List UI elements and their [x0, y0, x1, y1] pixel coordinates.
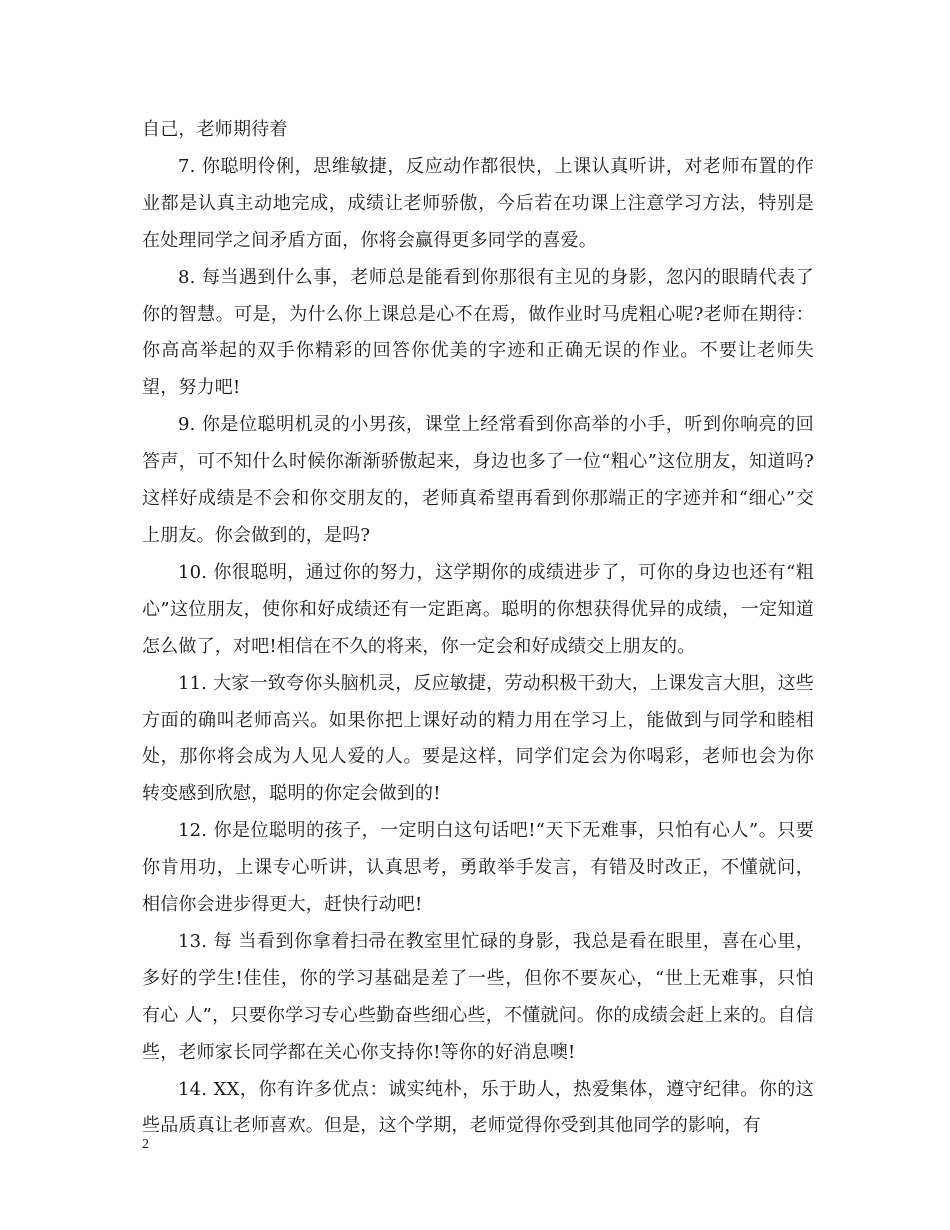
paragraph-item-8: 8. 每当遇到什么事，老师总是能看到你那很有主见的身影，忽闪的眼睛代表了你的智慧。可是，为什么你上课总是心不在焉，做作业时马虎粗心呢?老师在期待：你高高举起的双手你精彩的回答你优美的字迹和正确无误的作业。不要让老师失望，努力吧! [142, 266, 814, 399]
paragraph-item-13: 13. 每 当看到你拿着扫帚在教室里忙碌的身影，我总是看在眼里，喜在心里，多好的学生!佳佳，你的学习基础是差了一些，但你不要灰心，“世上无难事，只怕有心 人”，只要你学习专心些勤奋些细心些，不懂就问。你的成绩会赶上来的。自信些，老师家长同学都在关心你支持你!等你的好消息噢! [142, 930, 814, 1063]
paragraph-item-11: 11. 大家一致夸你头脑机灵，反应敏捷，劳动积极干劲大，上课发言大胆，这些方面的确叫老师高兴。如果你把上课好动的精力用在学习上，能做到与同学和睦相处，那你将会成为人见人爱的人。要是这样，同学们定会为你喝彩，老师也会为你转变感到欣慰，聪明的你定会做到的! [142, 672, 814, 805]
page-number: 2 [142, 1137, 149, 1152]
paragraph-item-14: 14. XX，你有许多优点：诚实纯朴，乐于助人，热爱集体，遵守纪律。你的这些品质真让老师喜欢。但是，这个学期，老师觉得你受到其他同学的影响，有 [142, 1078, 814, 1137]
paragraph-item-7: 7. 你聪明伶俐，思维敏捷，反应动作都很快，上课认真听讲，对老师布置的作业都是认真主动地完成，成绩让老师骄傲，今后若在功课上注意学习方法，特别是在处理同学之间矛盾方面，你将会赢得更多同学的喜爱。 [142, 155, 814, 251]
paragraph-item-10: 10. 你很聪明，通过你的努力，这学期你的成绩进步了，可你的身边也还有“粗心”这位朋友，使你和好成绩还有一定距离。聪明的你想获得优异的成绩，一定知道怎么做了，对吧!相信在不久的将来，你一定会和好成绩交上朋友的。 [142, 561, 814, 657]
document-body [142, 112, 814, 1145]
paragraph-continuation: 自己，老师期待着 [142, 119, 288, 140]
paragraph-item-9: 9. 你是位聪明机灵的小男孩，课堂上经常看到你高举的小手，听到你响亮的回答声，可不知什么时候你渐渐骄傲起来，身边也多了一位“粗心”这位朋友，知道吗?这样好成绩是不会和你交朋友的，老师真希望再看到你那端正的字迹并和“细心”交上朋友。你会做到的，是吗? [142, 414, 814, 546]
paragraph-item-12: 12. 你是位聪明的孩子，一定明白这句话吧!“天下无难事，只怕有心人”。只要你肯用功，上课专心听讲，认真思考，勇敢举手发言，有错及时改正，不懂就问，相信你会进步得更大，赶快行动吧! [142, 820, 814, 916]
